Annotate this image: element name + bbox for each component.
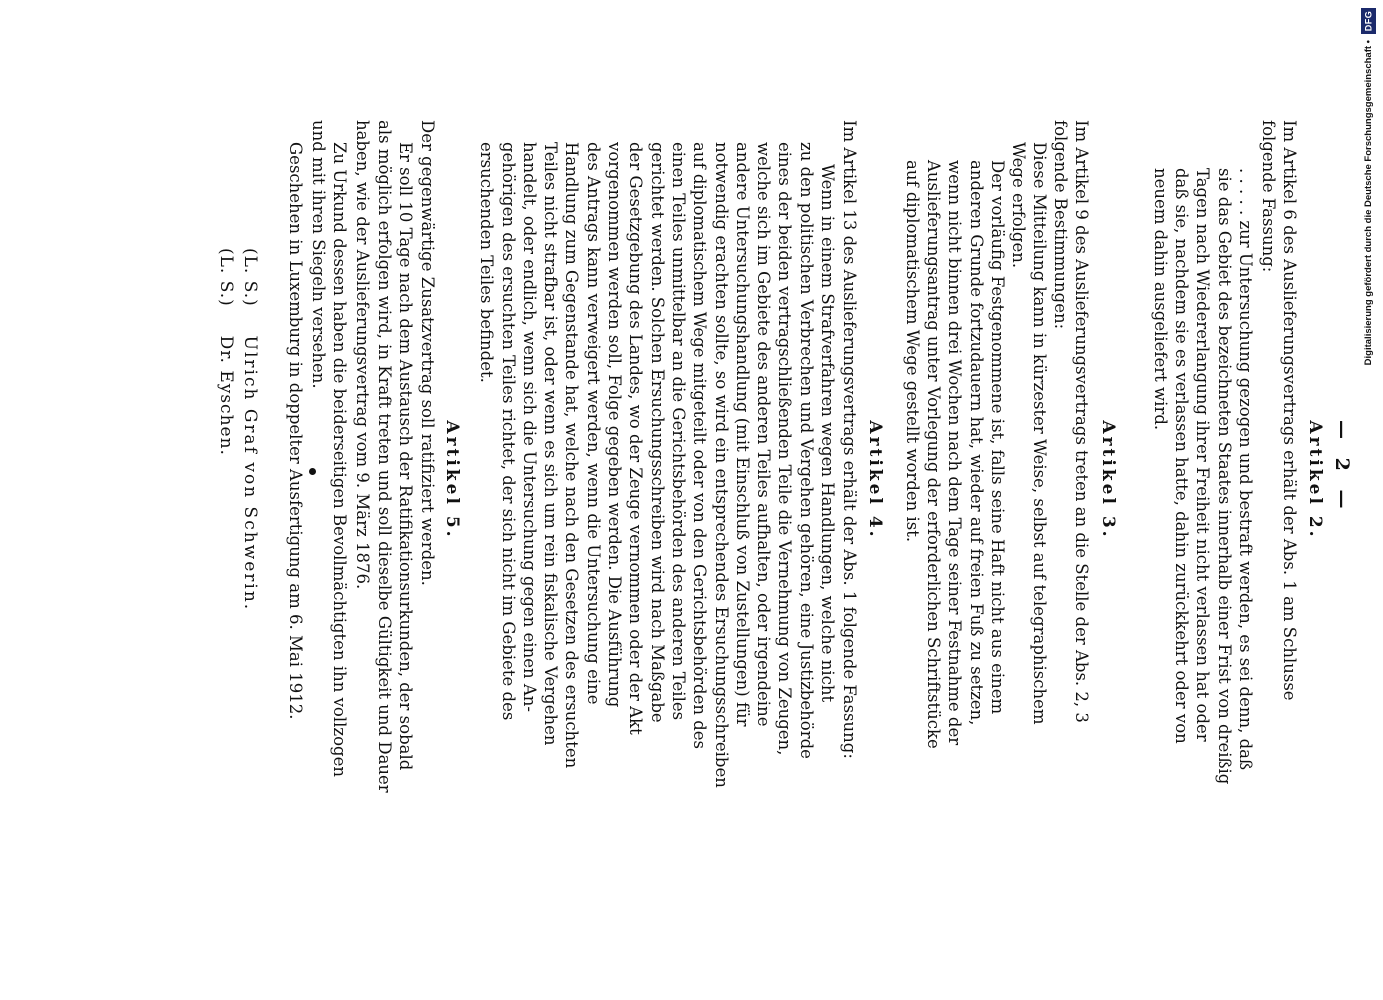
- signature-row: [215, 248, 236, 456]
- signatory-name: Dr. Eyschen.: [216, 335, 236, 456]
- article-4-intro: [839, 120, 860, 840]
- text-line: Geschehen in Luxemburg in doppelter Ausfertigung am 6. Mai 1912.: [286, 142, 305, 720]
- text-line: notwendig erachten sollte, so wird ein entsprechendes Ersuchungsschreiben: [711, 142, 731, 788]
- seal-mark: (L. S.): [216, 248, 236, 307]
- article-2-heading: Artikel 2.: [1305, 420, 1325, 540]
- text-line: und mit ihren Siegeln versehen.: [308, 120, 328, 389]
- text-line: neuem dahin ausgeliefert wird.: [1150, 168, 1170, 431]
- text-line: vorgenommen werden soll, Folge gegeben werden. Die Ausführung: [605, 142, 625, 708]
- signatory-name: Ulrich Graf von Schwerin.: [240, 335, 260, 612]
- text-line: Wege erfolgen.: [1008, 142, 1028, 269]
- text-line: der Gesetzgebung des Landes, wo der Zeuge vernommen oder der Akt: [626, 142, 646, 735]
- article-3-intro: [1049, 120, 1092, 840]
- text-line: Der gegenwärtige Zusatzvertrag soll ratifiziert werden.: [418, 120, 437, 586]
- dfg-logo: DFG: [1361, 8, 1376, 34]
- text-line: Er soll 10 Tage nach dem Austausch der Ratifikationsurkunden, der sobald: [396, 142, 415, 771]
- article-4-body: [476, 142, 838, 840]
- text-line: anderen Grunde fortzudauern hat, wieder auf freien Fuß zu setzen,: [966, 160, 986, 726]
- article-5-body-2: [352, 120, 416, 840]
- text-line: gehörigen des ersuchten Teiles richtet, der sich nicht im Gebiete des: [498, 142, 518, 721]
- text-line: Der vorläufig Festgenommene ist, falls seine Haft nicht aus einem: [988, 160, 1007, 715]
- text-line: Tagen nach Wiedererlangung ihrer Freiheit nicht verlassen hat oder: [1193, 168, 1213, 742]
- text-line: Diese Mitteilung kann in kürzester Weise, selbst auf telegraphischem: [1030, 142, 1049, 725]
- text-line: des Antrags kann verweigert werden, wenn die Untersuchung eine: [583, 142, 603, 705]
- text-line: Im Artikel 13 des Auslieferungsvertrags erhält der Abs. 1 folgende Fassung:: [840, 120, 859, 759]
- text-line: auf diplomatischem Wege mitgeteilt oder von den Gerichtsbehörden des: [690, 142, 710, 750]
- text-line: wenn nicht binnen drei Wochen nach dem Tage seiner Festnahme der: [945, 160, 965, 746]
- text-line: gerichtet werden. Solchen Ersuchungsschreiben wird nach Maßgabe: [647, 142, 667, 723]
- text-line: als möglich erfolgen wird, in Kraft treten und soll dieselbe Gültigkeit und Dauer: [374, 120, 394, 793]
- page-number: — 2 —: [1331, 420, 1353, 515]
- text-line: ersuchenden Teiles befindet.: [477, 142, 497, 383]
- text-line: Im Artikel 9 des Auslieferungsvertrags treten an die Stelle der Abs. 2, 3: [1072, 120, 1091, 723]
- text-line: folgende Bestimmungen:: [1050, 120, 1070, 330]
- seal-mark: (L. S.): [240, 248, 260, 307]
- article-2-intro: [1257, 120, 1300, 840]
- article-5-body-4: [285, 142, 306, 840]
- dfg-funding-text: Digitalisierung gefördert durch die Deutsche Forschungsgemeinschaft •: [1362, 40, 1374, 366]
- text-line: Zu Urkund dessen haben die beiderseitigen Bevollmächtigten ihn vollzogen: [330, 142, 349, 777]
- text-line: welche sich im Gebiete des anderen Teiles aufhalten, oder irgendeine: [754, 142, 774, 727]
- text-line: haben, wie der Auslieferungsvertrag vom 9. März 1876.: [353, 120, 373, 590]
- text-line: eines der beiden vertragschließenden Teile die Vernehmung von Zeugen,: [775, 142, 795, 756]
- article-4-heading: Artikel 4.: [865, 420, 885, 540]
- article-2-body: [1150, 168, 1256, 840]
- text-line: einen Teiles unmittelbar an die Gerichtsbehörden des anderen Teiles: [668, 142, 688, 721]
- dfg-funding-note: [1359, 8, 1377, 418]
- text-line: folgende Fassung:: [1258, 120, 1278, 273]
- text-line: auf diplomatischem Wege gestellt worden ist.: [902, 160, 922, 543]
- article-3-heading: Artikel 3.: [1098, 420, 1118, 540]
- text-line: . . . . . zur Untersuchung gezogen und bestraft werden, es sei denn, daß: [1236, 168, 1255, 771]
- text-line: Teiles nicht strafbar ist, oder wenn es sich um rein fiskalische Vergehen: [541, 142, 561, 746]
- article-3-body-2: [902, 160, 1008, 840]
- text-line: andere Untersuchungshandlung (mit Einschluß von Zustellungen) für: [732, 142, 752, 727]
- document-page: [140, 120, 1353, 840]
- text-line: Handlung zum Gegenstande hat, welche nach den Gesetzen des ersuchten: [562, 142, 582, 769]
- text-line: daß sie, nachdem sie es verlassen hatte, dahin zurückkehrt oder von: [1172, 168, 1192, 744]
- article-3-body-1: [1007, 142, 1050, 840]
- article-5-body-3: [307, 120, 350, 840]
- ink-dot: [309, 468, 316, 475]
- text-line: Wenn in einem Strafverfahren wegen Handlungen, welche nicht: [818, 164, 837, 703]
- text-line: zu den politischen Verbrechen und Vergehen gehören, eine Justizbehörde: [796, 142, 816, 759]
- text-line: handelt, oder endlich, wenn sich die Untersuchung gegen einen An-: [519, 142, 539, 712]
- text-line: sie das Gebiet des bezeichneten Staates innerhalb einer Frist von dreißig: [1214, 168, 1234, 785]
- signature-row: [239, 248, 260, 611]
- text-line: Im Artikel 6 des Auslieferungsvertrags erhält der Abs. 1 am Schlusse: [1280, 120, 1299, 701]
- article-5-body-1: [417, 120, 438, 840]
- text-line: Auslieferungsantrag unter Vorlegung der erforderlichen Schriftstücke: [924, 160, 944, 749]
- article-5-heading: Artikel 5.: [442, 420, 462, 540]
